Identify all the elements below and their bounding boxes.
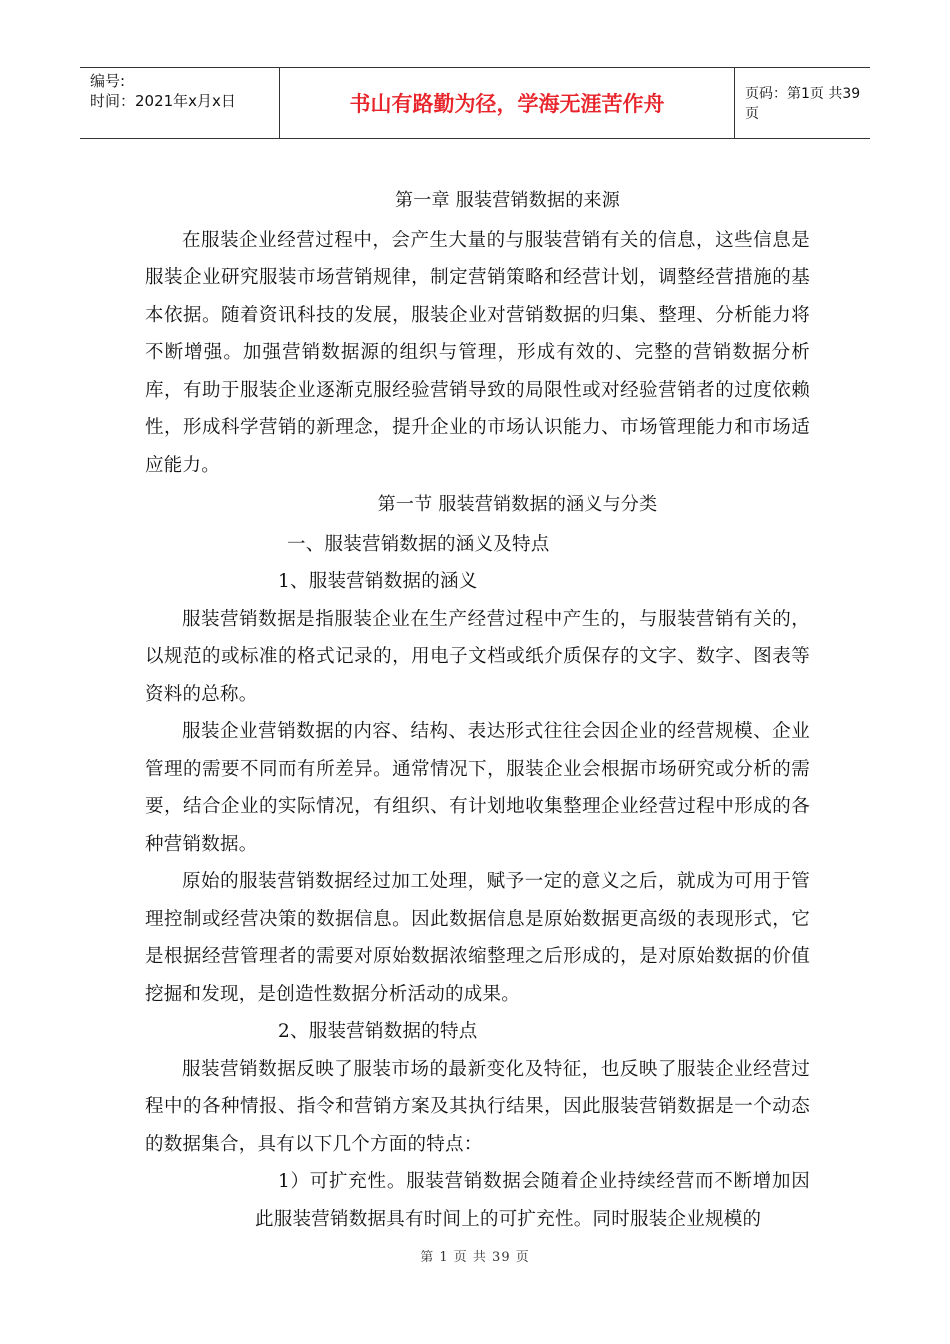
section-title: 第一节 服装营销数据的涵义与分类 — [377, 494, 658, 515]
paragraph-4: 服装营销数据反映了服装市场的最新变化及特征，也反映了服装企业经营过程中的各种情报、指令和营销方案及其执行结果，因此服装营销数据是一个动态的数据集合，具有以下几个方面的特点： — [145, 1058, 810, 1155]
number-label: 编号: — [90, 72, 126, 90]
document-body — [145, 182, 810, 1238]
heading-1-2: 2、服装营销数据的特点 — [278, 1021, 478, 1042]
header-page-info: 页码：第1页 共39页 — [745, 86, 861, 122]
header-meta — [80, 68, 280, 138]
heading-1-1: 1、服装营销数据的涵义 — [278, 571, 478, 592]
page-footer: 第 1 页 共 39 页 — [420, 1250, 530, 1265]
paragraph-1: 服装营销数据是指服装企业在生产经营过程中产生的，与服装营销有关的，以规范的或标准的格式记录的，用电子文档或纸介质保存的文字、数字、图表等资料的总称。 — [145, 608, 810, 705]
intro-paragraph: 在服装企业经营过程中，会产生大量的与服装营销有关的信息，这些信息是服装企业研究服装市场营销规律，制定营销策略和经营计划，调整经营措施的基本依据。随着资讯科技的发展，服装企业对营销数据的归集、整理、分析能力将不断增强。加强营销数据源的组织与管理，形成有效的、完整的营销数据分析库，有助于服装企业逐渐克服经验营销导致的局限性或对经验营销者的过度依赖性，形成科学营销的新理念，提升企业的市场认识能力、市场管理能力和市场适应能力。 — [145, 229, 810, 476]
paragraph-3: 原始的服装营销数据经过加工处理，赋予一定的意义之后，就成为可用于管理控制或经营决策的数据信息。因此数据信息是原始数据更高级的表现形式，它是根据经营管理者的需要对原始数据浓缩整理之后形成的，是对原始数据的价值挖掘和发现，是创造性数据分析活动的成果。 — [145, 871, 810, 1005]
chapter-title: 第一章 服装营销数据的来源 — [395, 190, 620, 211]
paragraph-2: 服装企业营销数据的内容、结构、表达形式往往会因企业的经营规模、企业管理的需要不同而有所差异。通常情况下，服装企业会根据市场研究或分析的需要，结合企业的实际情况，有组织、有计划地收集整理企业经营过程中形成的各种营销数据。 — [145, 721, 810, 855]
time-label: 时间：2021年x月x日 — [90, 92, 236, 110]
list-item-1: 1）可扩充性。服装营销数据会随着企业持续经营而不断增加因此服装营销数据具有时间上的可扩充性。同时服装企业规模的 — [255, 1171, 810, 1230]
page-header — [80, 67, 870, 139]
header-motto: 书山有路勤为径，学海无涯苦作舟 — [280, 68, 735, 138]
heading-1: 一、服装营销数据的涵义及特点 — [287, 533, 550, 555]
